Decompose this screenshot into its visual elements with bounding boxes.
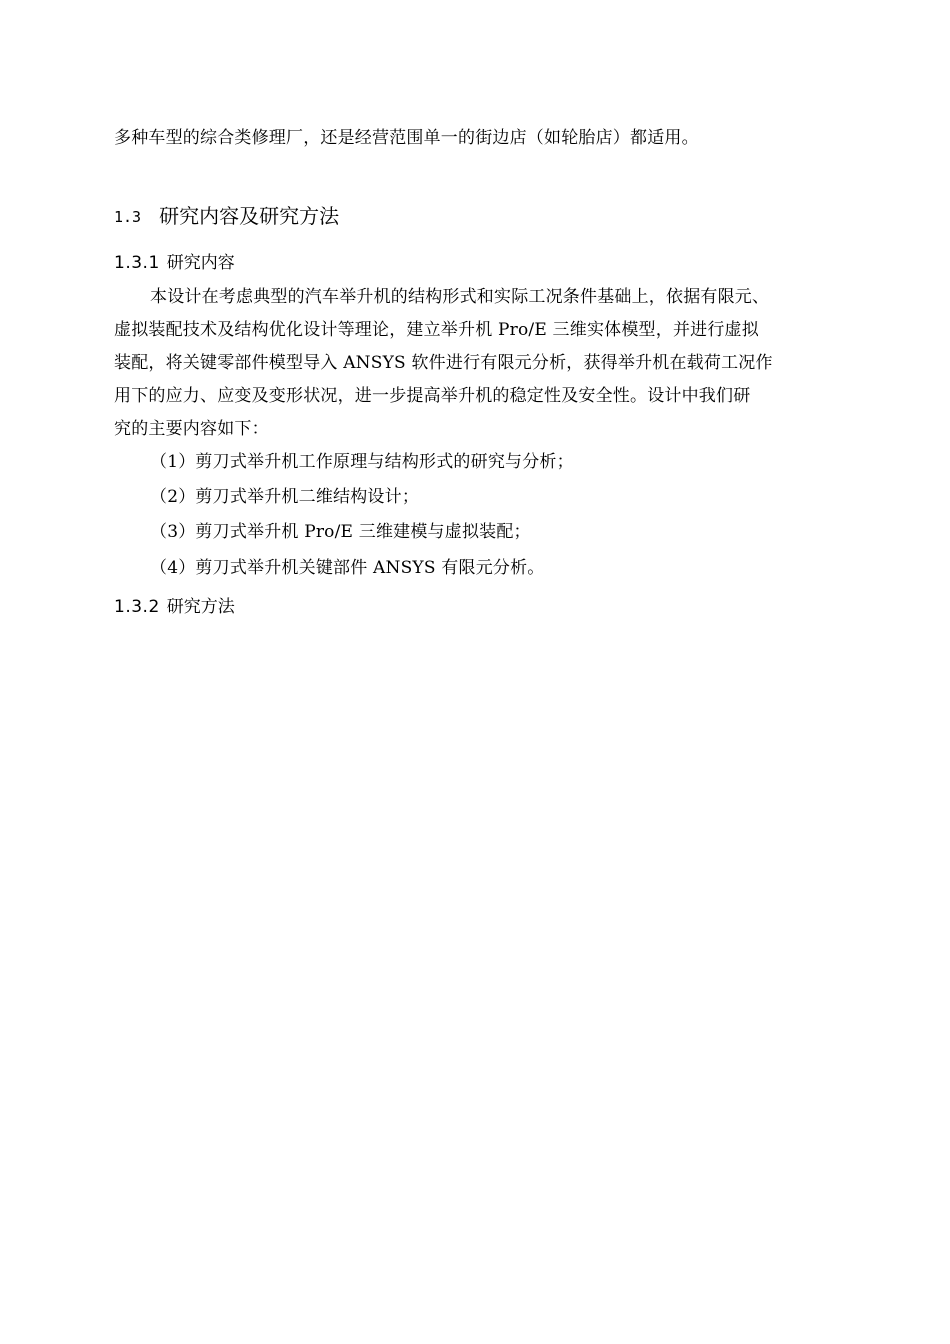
section-heading <box>114 202 339 231</box>
list-item: （2）剪刀式举升机二维结构设计； <box>150 487 420 507</box>
section-title: 研究内容及研究方法 <box>159 204 340 228</box>
section-number: 1.3 <box>114 208 142 226</box>
subsection-heading-content <box>114 251 235 275</box>
list-item: （1）剪刀式举升机工作原理与结构形式的研究与分析； <box>150 452 574 472</box>
subsection-title: 研究内容 <box>166 253 235 273</box>
subsection-heading-methods <box>114 595 235 619</box>
continuation-line: 多种车型的综合类修理厂，还是经营范围单一的街边店（如轮胎店）都适用。 <box>114 128 699 148</box>
subsection-number: 1.3.2 <box>114 597 160 617</box>
subsection-number: 1.3.1 <box>114 253 160 273</box>
paragraph-line: 本设计在考虑典型的汽车举升机的结构形式和实际工况条件基础上，依据有限元、 <box>150 287 770 307</box>
list-item: （3）剪刀式举升机 Pro/E 三维建模与虚拟装配； <box>150 522 531 542</box>
paragraph-line: 究的主要内容如下： <box>114 419 269 439</box>
subsection-title: 研究方法 <box>166 597 235 617</box>
list-item: （4）剪刀式举升机关键部件 ANSYS 有限元分析。 <box>150 558 545 578</box>
paragraph-line: 用下的应力、应变及变形状况，进一步提高举升机的稳定性及安全性。设计中我们研 <box>114 386 751 406</box>
paragraph-line: 装配，将关键零部件模型导入 ANSYS 软件进行有限元分析，获得举升机在载荷工况作 <box>114 353 773 373</box>
paragraph-line: 虚拟装配技术及结构优化设计等理论，建立举升机 Pro/E 三维实体模型，并进行虚拟 <box>114 320 759 340</box>
